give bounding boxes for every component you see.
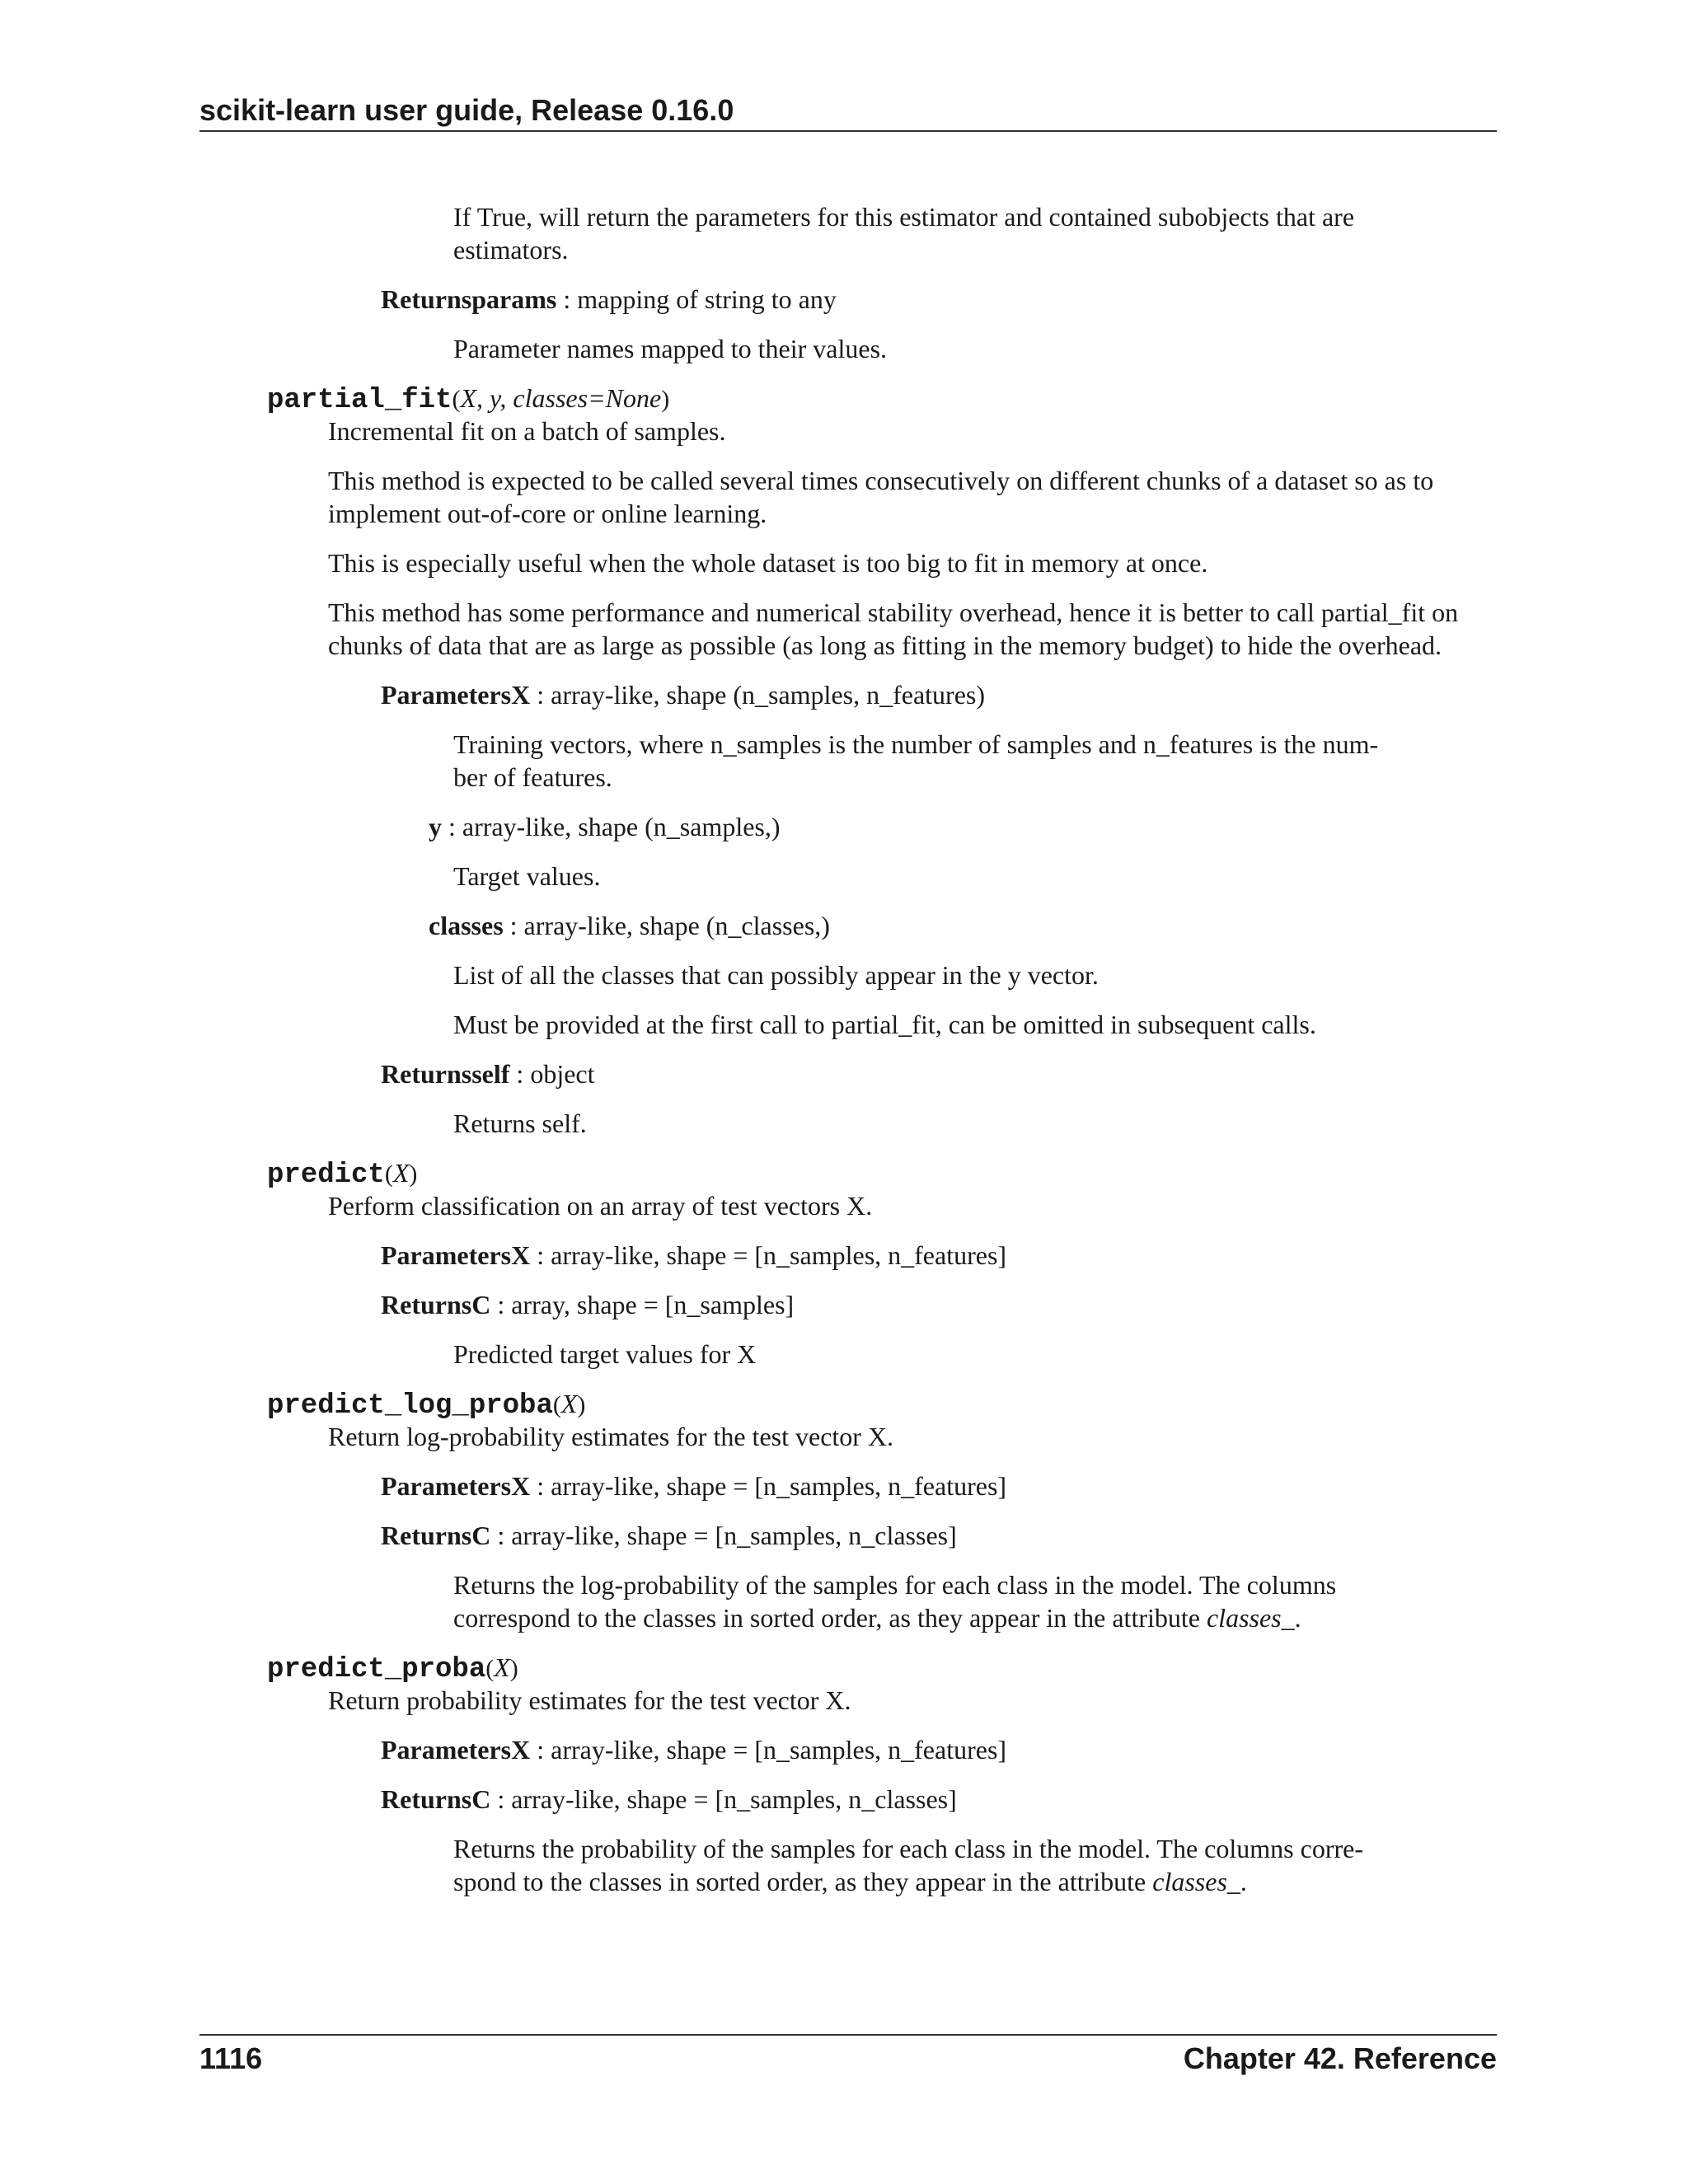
method-name: predict	[267, 1160, 385, 1191]
partial-fit-para1-line1: This method is expected to be called several times consecutively on different chunks of a dataset so as to	[328, 466, 1434, 495]
predict-proba-returns-desc-line1: Returns the probability of the samples for each class in the model. The columns corre-	[453, 1834, 1363, 1863]
predict-proba-summary: Return probability estimates for the test vector X.	[328, 1685, 851, 1715]
param-type: : array-like, shape = [n_samples, n_features]	[530, 1471, 1007, 1501]
predict-returns-desc: Predicted target values for X	[453, 1339, 757, 1369]
returns-type: : array-like, shape = [n_samples, n_classes]	[490, 1521, 957, 1550]
page-header-title: scikit-learn user guide, Release 0.16.0	[199, 93, 734, 127]
predict-log-proba-params	[381, 1469, 1006, 1502]
get-params-returns-desc: Parameter names mapped to their values.	[453, 334, 888, 363]
predict-proba-signature: predict_proba(X)	[267, 1652, 518, 1685]
page-number: 1116	[199, 2041, 263, 2075]
parameters-label: ParametersX	[381, 1471, 531, 1501]
returns-type: : object	[509, 1059, 595, 1089]
predict-log-proba-returns	[381, 1519, 957, 1552]
partial-fit-returns	[381, 1057, 595, 1090]
param-type: : array-like, shape (n_samples, n_features)	[530, 680, 986, 710]
deep-param-desc-line1: If True, will return the parameters for this estimator and contained subobjects that are	[453, 202, 1355, 232]
attribute-name: classes_	[1152, 1867, 1240, 1896]
predict-params	[381, 1239, 1006, 1272]
predict-log-proba-returns-desc-line2: correspond to the classes in sorted order, as they appear in the attribute classes_.	[453, 1603, 1301, 1633]
parameters-label: ParametersX	[381, 1735, 531, 1765]
partial-fit-param-classes-desc1: List of all the classes that can possibly appear in the y vector.	[453, 960, 1099, 990]
method-name: predict_proba	[267, 1654, 486, 1685]
partial-fit-param-x-desc-line2: ber of features.	[453, 762, 612, 792]
partial-fit-param-y	[429, 810, 781, 843]
parameters-label: ParametersX	[381, 1240, 531, 1270]
returns-type: : mapping of string to any	[556, 284, 837, 314]
predict-proba-params	[381, 1733, 1006, 1766]
partial-fit-param-classes	[429, 909, 830, 942]
partial-fit-param-classes-desc2: Must be provided at the first call to partial_fit, can be omitted in subsequent calls.	[453, 1010, 1316, 1039]
returns-label: ReturnsC	[381, 1784, 491, 1814]
deep-param-desc-line2: estimators.	[453, 235, 569, 265]
returns-label: Returnsself	[381, 1059, 510, 1089]
partial-fit-para3-line2: chunks of data that are as large as possible (as long as fitting in the memory budget) to hide the overhead.	[328, 630, 1442, 660]
method-args: X	[392, 1158, 410, 1188]
partial-fit-para3-line1: This method has some performance and numerical stability overhead, hence it is better to call partial_fit on	[328, 598, 1459, 627]
returns-type: : array, shape = [n_samples]	[490, 1290, 795, 1319]
chapter-title: Chapter 42. Reference	[1183, 2041, 1497, 2075]
predict-proba-returns	[381, 1783, 957, 1816]
partial-fit-para1-line2: implement out-of-core or online learning.	[328, 499, 767, 528]
param-type: : array-like, shape = [n_samples, n_features]	[530, 1735, 1007, 1765]
partial-fit-para2: This is especially useful when the whole dataset is too big to fit in memory at once.	[328, 548, 1208, 578]
method-name: predict_log_proba	[267, 1390, 553, 1422]
predict-summary: Perform classification on an array of test vectors X.	[328, 1191, 873, 1221]
predict-signature: predict(X)	[267, 1158, 418, 1191]
partial-fit-param-x-desc-line1: Training vectors, where n_samples is the number of samples and n_features is the num-	[453, 729, 1379, 759]
parameters-label: ParametersX	[381, 680, 531, 710]
returns-label: Returnsparams	[381, 284, 557, 314]
method-name: partial_fit	[267, 385, 452, 416]
header-rule	[199, 130, 1497, 132]
partial-fit-summary: Incremental fit on a batch of samples.	[328, 416, 726, 446]
partial-fit-param-y-desc: Target values.	[453, 861, 601, 891]
predict-log-proba-summary: Return log-probability estimates for the test vector X.	[328, 1422, 894, 1451]
method-args: X, y, classes=None	[460, 383, 662, 413]
predict-log-proba-signature: predict_log_proba(X)	[267, 1389, 586, 1422]
method-args: X	[560, 1389, 578, 1418]
param-type: : array-like, shape (n_samples,)	[442, 812, 781, 841]
partial-fit-returns-desc: Returns self.	[453, 1108, 587, 1138]
predict-proba-returns-desc-line2: spond to the classes in sorted order, as they appear in the attribute classes_.	[453, 1867, 1247, 1896]
returns-type: : array-like, shape = [n_samples, n_classes]	[490, 1784, 957, 1814]
partial-fit-param-x	[381, 678, 985, 711]
footer-rule	[199, 2034, 1497, 2036]
partial-fit-signature: partial_fit(X, y, classes=None)	[267, 383, 670, 416]
param-name: classes	[429, 911, 504, 940]
attribute-name: classes_	[1206, 1603, 1295, 1633]
param-type: : array-like, shape (n_classes,)	[503, 911, 830, 940]
get-params-returns	[381, 283, 837, 316]
predict-log-proba-returns-desc-line1: Returns the log-probability of the samples for each class in the model. The columns	[453, 1570, 1337, 1600]
returns-label: ReturnsC	[381, 1290, 491, 1319]
predict-returns	[381, 1288, 794, 1321]
param-type: : array-like, shape = [n_samples, n_features]	[530, 1240, 1007, 1270]
returns-label: ReturnsC	[381, 1521, 491, 1550]
method-args: X	[494, 1652, 510, 1682]
param-name: y	[429, 812, 442, 841]
